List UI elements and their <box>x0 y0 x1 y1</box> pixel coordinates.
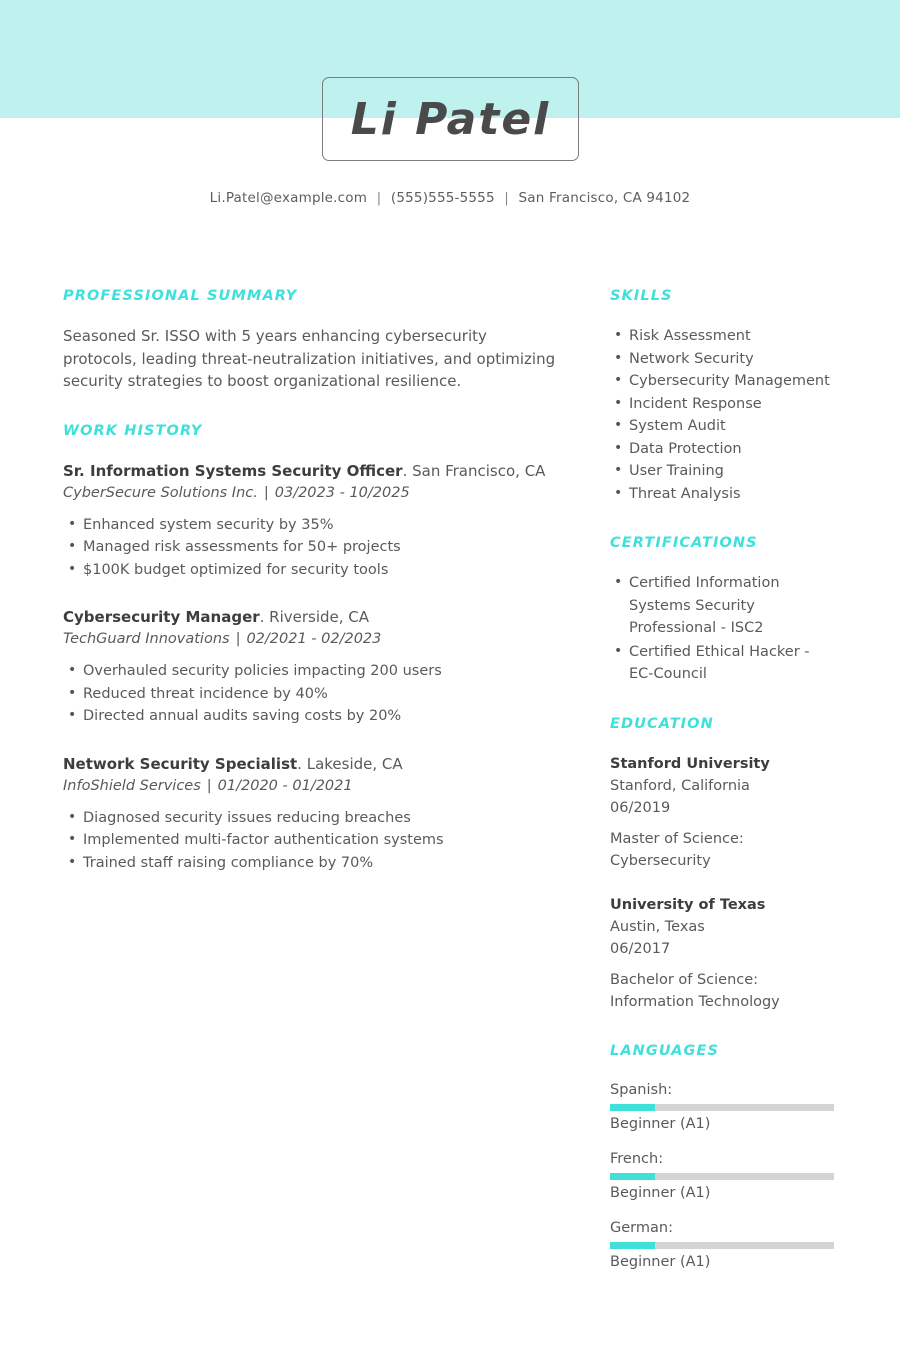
job-location: . Lakeside, CA <box>297 754 403 773</box>
list-item: • Cybersecurity Management <box>610 370 838 393</box>
job-entry <box>63 460 563 582</box>
list-item: • Reduced threat incidence by 40% <box>63 683 563 706</box>
education-degree: Bachelor of Science: Information Technology <box>610 971 780 1010</box>
work-history-heading: WORK HISTORY <box>63 422 203 439</box>
language-proficiency-bar <box>610 1242 834 1249</box>
skills-list <box>610 325 838 505</box>
job-separator: | <box>206 777 212 794</box>
language-level: Beginner (A1) <box>610 1184 711 1201</box>
education-entry <box>610 894 838 1013</box>
job-header <box>63 606 563 628</box>
language-entry <box>610 1080 838 1135</box>
left-column <box>63 288 563 904</box>
contact-separator-2: | <box>504 190 510 206</box>
section-languages <box>610 1043 838 1273</box>
language-name: German: <box>610 1219 673 1236</box>
job-company: CyberSecure Solutions Inc. <box>63 484 258 501</box>
section-professional-summary <box>63 288 563 393</box>
language-name: French: <box>610 1150 664 1167</box>
job-header <box>63 753 563 775</box>
list-item: • System Audit <box>610 415 838 438</box>
education-heading: EDUCATION <box>610 715 714 732</box>
list-item: • Threat Analysis <box>610 483 838 506</box>
job-bullets <box>63 514 563 582</box>
job-dates: 01/2020 - 01/2021 <box>217 777 353 794</box>
summary-heading: PROFESSIONAL SUMMARY <box>63 288 298 304</box>
job-bullets <box>63 807 563 875</box>
list-item: • Implemented multi-factor authentication systems <box>63 829 563 852</box>
job-bullets <box>63 660 563 728</box>
contact-phone: (555)555-5555 <box>390 190 495 206</box>
job-subheader <box>63 775 563 797</box>
language-proficiency-bar <box>610 1104 834 1111</box>
name-box <box>322 77 579 161</box>
job-dates: 03/2023 - 10/2025 <box>274 484 410 501</box>
right-column <box>610 288 838 1303</box>
section-work-history <box>63 423 563 875</box>
job-subheader <box>63 628 563 650</box>
contact-location: San Francisco, CA 94102 <box>518 190 691 206</box>
list-item: • Diagnosed security issues reducing breaches <box>63 807 563 830</box>
education-date: 06/2019 <box>610 799 671 816</box>
summary-text: Seasoned Sr. ISSO with 5 years enhancing cybersecurity protocols, leading threat-neutralization initiatives, and optimizing security strategies to boost organizational resilience. <box>63 327 556 390</box>
job-entry <box>63 753 563 875</box>
language-name: Spanish: <box>610 1081 673 1098</box>
section-certifications <box>610 535 838 686</box>
list-item: • Risk Assessment <box>610 325 838 348</box>
list-item: • User Training <box>610 460 838 483</box>
job-location: . Riverside, CA <box>259 608 370 626</box>
page-title: Li Patel <box>350 93 551 145</box>
language-proficiency-fill <box>610 1173 655 1180</box>
list-item: • Certified Ethical Hacker - EC-Council <box>610 641 838 686</box>
job-company: TechGuard Innovations <box>63 631 230 647</box>
language-entry <box>610 1149 838 1204</box>
language-entry <box>610 1218 838 1273</box>
language-proficiency-fill <box>610 1104 655 1111</box>
list-item: • Incident Response <box>610 393 838 416</box>
education-date: 06/2017 <box>610 940 671 957</box>
education-place: Stanford, California <box>610 777 750 794</box>
education-place: Austin, Texas <box>610 918 705 935</box>
job-title: Cybersecurity Manager <box>63 608 260 626</box>
education-school: Stanford University <box>610 755 770 772</box>
language-proficiency-fill <box>610 1242 655 1249</box>
language-level: Beginner (A1) <box>610 1253 711 1270</box>
list-item: • Trained staff raising compliance by 70% <box>63 852 563 875</box>
job-dates: 02/2021 - 02/2023 <box>246 631 382 647</box>
job-separator: | <box>263 484 269 501</box>
list-item: • Certified Information Systems Security Professional - ISC2 <box>610 572 838 640</box>
section-education <box>610 716 838 1013</box>
job-title: Sr. Information Systems Security Officer <box>63 461 403 480</box>
certifications-heading: CERTIFICATIONS <box>610 535 758 551</box>
contact-email: Li.Patel@example.com <box>209 190 368 206</box>
language-proficiency-bar <box>610 1173 834 1180</box>
section-skills <box>610 288 838 505</box>
contact-separator-1: | <box>376 190 382 206</box>
list-item: • Enhanced system security by 35% <box>63 514 563 537</box>
skills-heading: SKILLS <box>610 288 673 304</box>
certifications-list <box>610 572 838 686</box>
language-level: Beginner (A1) <box>610 1115 711 1132</box>
job-title: Network Security Specialist <box>63 754 298 773</box>
languages-heading: LANGUAGES <box>610 1042 719 1059</box>
list-item: • Directed annual audits saving costs by 20% <box>63 705 563 728</box>
education-entry <box>610 753 838 872</box>
job-separator: | <box>235 631 241 647</box>
list-item: • Network Security <box>610 348 838 371</box>
list-item: • Overhauled security policies impacting 200 users <box>63 660 563 683</box>
contact-line <box>0 190 900 206</box>
job-subheader <box>63 482 563 504</box>
job-entry <box>63 606 563 728</box>
job-location: . San Francisco, CA <box>402 461 546 480</box>
list-item: • Data Protection <box>610 438 838 461</box>
list-item: • $100K budget optimized for security tools <box>63 559 563 582</box>
list-item: • Managed risk assessments for 50+ projects <box>63 536 563 559</box>
education-degree: Master of Science: Cybersecurity <box>610 830 744 869</box>
job-company: InfoShield Services <box>63 777 201 794</box>
education-school: University of Texas <box>610 896 766 913</box>
job-header <box>63 460 563 482</box>
